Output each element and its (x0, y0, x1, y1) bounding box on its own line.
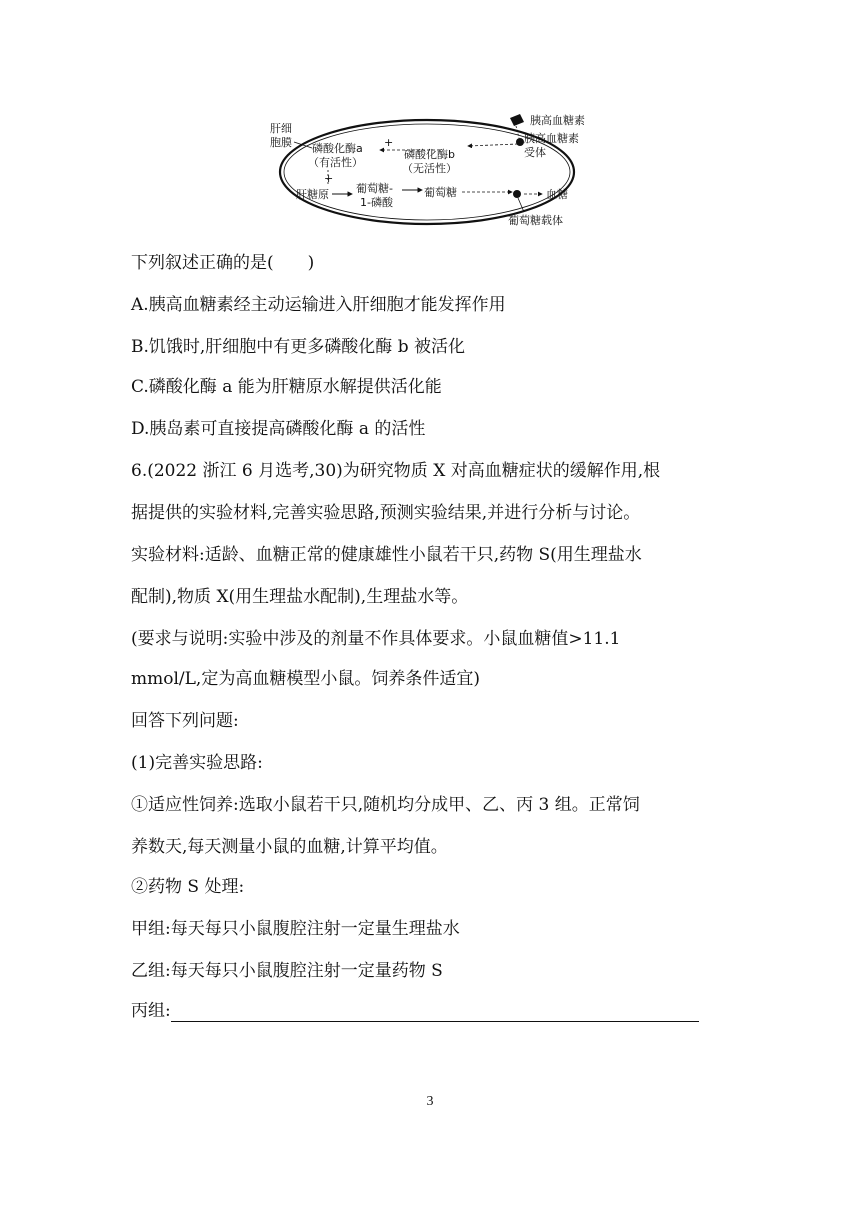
blood-sugar-label: 血糖 (546, 188, 568, 201)
glucose-label: 葡萄糖 (424, 186, 457, 199)
materials-line-1: 实验材料:适龄、血糖正常的健康雄性小鼠若干只,药物 S(用生理盐水 (131, 545, 642, 565)
g1p-label-1: 葡萄糖- (356, 182, 393, 195)
enzyme-b-state: （无活性） (402, 162, 457, 175)
membrane-label-1: 肝细 (270, 122, 292, 135)
subquestion-1: (1)完善实验思路: (131, 753, 263, 773)
answer-prompt: 回答下列问题: (131, 711, 239, 731)
membrane-label-2: 胞膜 (270, 136, 292, 149)
requirements-line-1: (要求与说明:实验中涉及的剂量不作具体要求。小鼠血糖值>11.1 (131, 629, 621, 649)
option-b: B.饥饿时,肝细胞中有更多磷酸化酶 b 被活化 (131, 337, 465, 357)
page-number: 3 (426, 1094, 434, 1109)
answer-blank[interactable] (171, 1003, 699, 1022)
carrier-label: 葡萄糖载体 (508, 214, 563, 227)
option-c: C.磷酸化酶 a 能为肝糖原水解提供活化能 (131, 377, 442, 397)
glucagon-label: 胰高血糖素 (530, 114, 585, 127)
step-1-line-1: ①适应性饲养:选取小鼠若干只,随机均分成甲、乙、丙 3 组。正常饲 (131, 795, 640, 815)
receptor-label-1: 胰高血糖素 (524, 132, 579, 145)
group-yi: 乙组:每天每只小鼠腹腔注射一定量药物 S (131, 961, 443, 981)
step-2-heading: ②药物 S 处理: (131, 877, 245, 897)
g1p-label-2: 1-磷酸 (360, 196, 393, 209)
enzyme-a-label: 磷酸化酶a (312, 142, 363, 155)
requirements-line-2: mmol/L,定为高血糖模型小鼠。饲养条件适宜) (131, 669, 480, 689)
question-stem: 下列叙述正确的是( ) (131, 253, 315, 273)
option-a: A.胰高血糖素经主动运输进入肝细胞才能发挥作用 (131, 295, 506, 315)
glycogen-label: 肝糖原 (296, 188, 329, 201)
group-bing (131, 1000, 699, 1022)
plus-sign-bottom: + (324, 172, 334, 185)
group-jia: 甲组:每天每只小鼠腹腔注射一定量生理盐水 (131, 919, 460, 939)
step-1-line-2: 养数天,每天测量小鼠的血糖,计算平均值。 (131, 837, 448, 857)
receptor-dot (516, 138, 524, 146)
carrier-dot (513, 190, 521, 198)
question-6-line-2: 据提供的实验材料,完善实验思路,预测实验结果,并进行分析与讨论。 (131, 503, 641, 523)
question-6-line-1: 6.(2022 浙江 6 月选考,30)为研究物质 X 对高血糖症状的缓解作用,根 (131, 461, 661, 481)
glucagon-pathway-diagram (262, 108, 598, 230)
enzyme-b-label: 磷酸化酶b (404, 148, 455, 161)
materials-line-2: 配制),物质 X(用生理盐水配制),生理盐水等。 (131, 587, 469, 607)
option-d: D.胰岛素可直接提高磷酸化酶 a 的活性 (131, 419, 426, 439)
enzyme-a-state: （有活性） (308, 156, 363, 169)
glucagon-shape (510, 114, 524, 126)
plus-sign-top: + (384, 136, 394, 149)
group-bing-label: 丙组: (131, 1001, 171, 1021)
receptor-label-2: 受体 (524, 146, 546, 159)
